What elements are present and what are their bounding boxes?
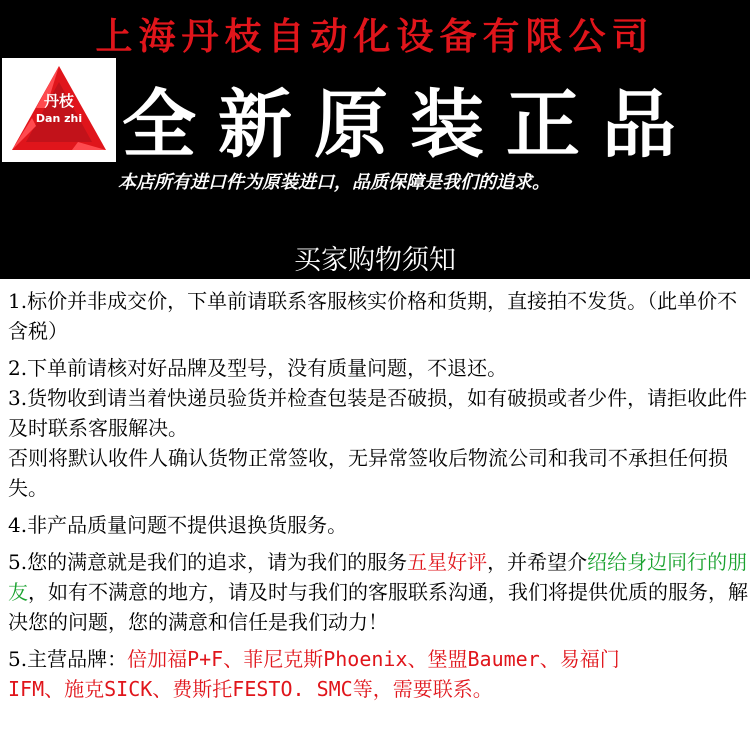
recommend-highlight: 绍给身边同行的朋友 [8,550,748,604]
logo-cn-text: 丹枝 [43,92,74,110]
company-logo [2,58,116,162]
notice-item-2: 2.下单前请核对好品牌及型号，没有质量问题，不退还。 [8,356,508,380]
notice-item-4: 4.非产品质量问题不提供退换货服务。 [8,513,348,537]
brands-prefix: 5.主营品牌： [8,647,128,671]
brands-line-2: IFM、施克SICK、费斯托FESTO. SMC等，需要联系。 [8,677,493,701]
item5-text-1: 5.您的满意就是我们的追求，请为我们的服务 [8,550,408,574]
notice-item-brands [8,644,750,704]
notice-item-3-continued: 否则将默认收件人确认货物正常签收，无异常签收后物流公司和我司不承担任何损失。 [8,446,728,500]
notice-item-1: 1.标价并非成交价，下单前请联系客服核实价格和货期，直接拍不发货。（此单价不含税） [8,289,738,343]
notice-item-5 [8,547,750,637]
notice-content [8,286,750,704]
logo-en-text: Dan zhi [35,112,83,125]
company-name: 上海丹枝自动化设备有限公司 [95,14,655,58]
item5-text-2: ，并希望介 [487,550,588,574]
tagline: 本店所有进口件为原装进口，品质保障是我们的追求。 [118,172,550,193]
headline: 全新原装正品 [122,82,698,168]
five-star-review-highlight: 五星好评 [407,550,488,574]
item5-text-3: ，如有不满意的地方，请及时与我们的客服联系沟通，我们将提供优质的服务，解决您的问题，您的满意和信任是我们动力！ [8,580,748,634]
notice-item-3: 3.货物收到请当着快递员验货并检查包装是否破损，如有破损或者少件，请拒收此件及时联系客服解决。 [8,386,748,440]
brands-line-1: 倍加福P+F、菲尼克斯Phoenix、堡盟Baumer、易福门 [127,647,620,671]
notice-title: 买家购物须知 [294,245,456,276]
header-banner [0,0,750,279]
